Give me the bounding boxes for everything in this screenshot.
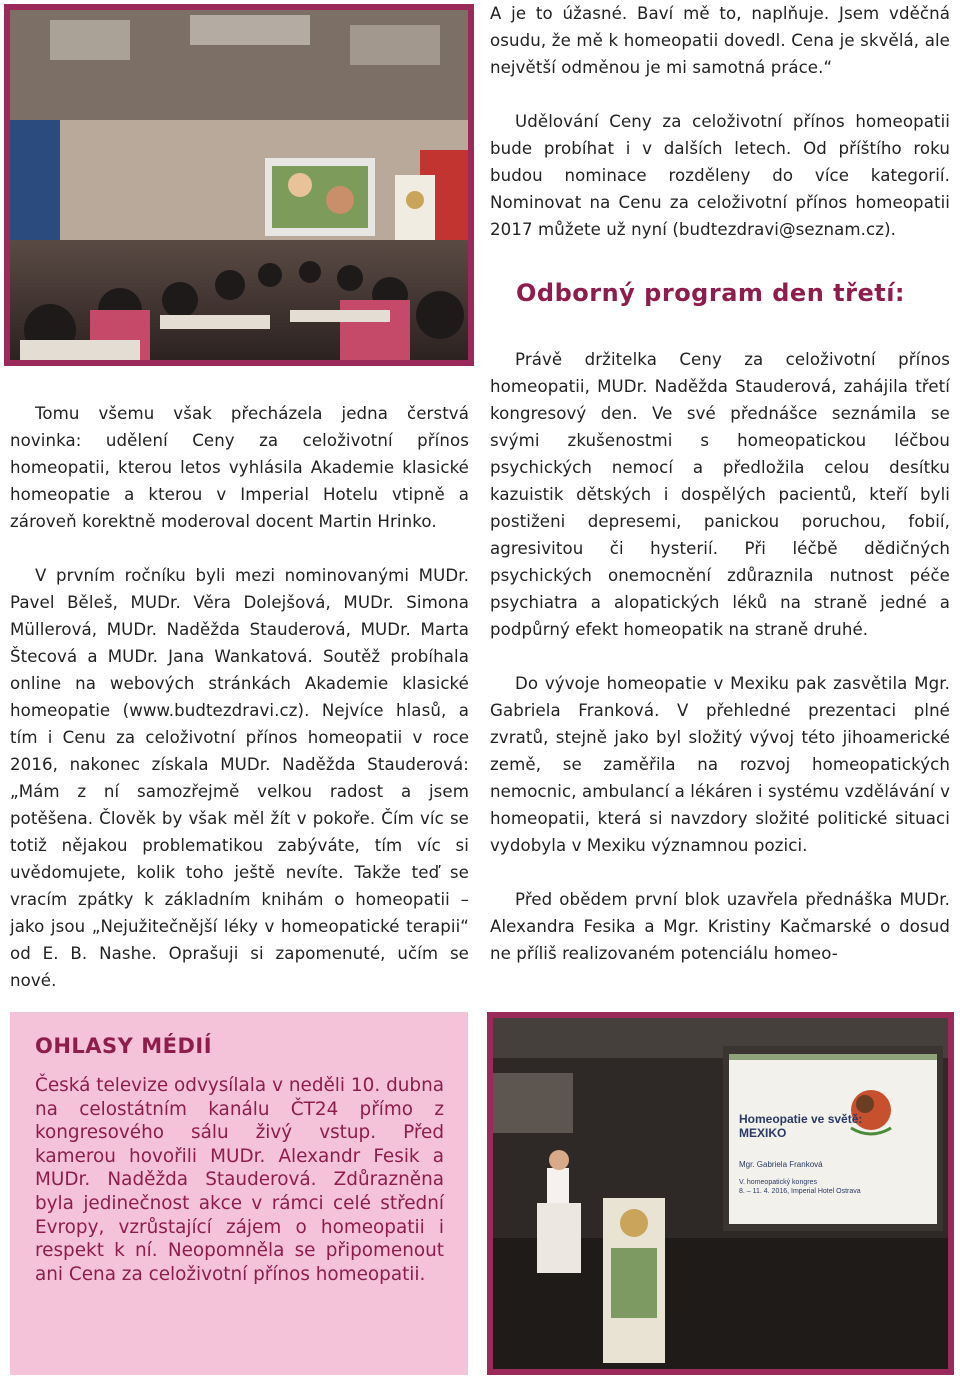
left-column <box>10 400 469 994</box>
conference-hall-photo <box>4 4 474 366</box>
conference-hall-illustration <box>10 10 468 360</box>
section-heading: Odborný program den třetí: <box>516 279 906 307</box>
quote-paragraph: A je to úžasné. Baví mě to, naplňuje. Jsem vděčná osudu, že mě k homeopatii dovedl. Cena je skvělá, ale největší odměnou je mi samotná práce.“ <box>490 4 950 77</box>
right-paragraph-3: Před obědem první blok uzavřela přednáška MUDr. Alexandra Fesika a Mgr. Kristiny Kačmarské o dosud ne příliš realizovaném potenciálu homeo- <box>490 890 950 963</box>
slide-title-line1: Homeopatie ve světě: <box>739 1112 863 1126</box>
slide-event <box>739 1178 861 1196</box>
right-paragraph-2: Do vývoje homeopatie v Mexiku pak zasvětila Mgr. Gabriela Franková. V přehledné prezentaci plné zvratů, stejně jako byl složitý vývoj této jihoamerické země, se zaměřila na rozvoj homeopatických nemocnic, ambulancí a lékáren i systému vzdělávání v homeopatii, která si navzdory složité politické situaci vydobyla v Mexiku významnou pozici. <box>490 674 950 855</box>
media-box-text: Česká televize odvysílala v neděli 10. dubna na celostátním kanálu ČT24 přímo z kongresového sálu živý vstup. Před kamerou hovořili MUDr. Alexandr Fesik a MUDr. Naděžda Stauderová. Zdůrazněna byla jedinečnost akce v rámci celé střední Evropy, vzrůstající zájem o homeopatii i respekt k ní. Neopomněla se připomenout ani Cena za celoživotní přínos homeopatii. <box>35 1075 444 1285</box>
left-paragraph-1: Tomu všemu však přecházela jedna čerstvá novinka: udělení Ceny za celoživotní přínos homeopatii, kterou letos vyhlásila Akademie klasické homeopatie a kterou v Imperial Hotelu vtipně a zároveň korektně moderoval docent Martin Hrinko. <box>10 404 469 531</box>
award-paragraph: Udělování Ceny za celoživotní přínos homeopatii bude probíhat i v dalších letech. Od příštího roku budou nominace rozděleny do více kategorií. Nominovat na Cenu za celoživotní přínos homeopatii 2017 můžete už nyní (budtezdravi@seznam.cz). <box>490 112 950 239</box>
top-right-text <box>490 0 950 243</box>
slide-title-line2: MEXIKO <box>739 1126 787 1140</box>
right-paragraph-1: Právě držitelka Ceny za celoživotní přínos homeopatii, MUDr. Naděžda Stauderová, zahájila třetí kongresový den. Ve své přednášce seznámila se svými zkušenostmi s homeopatickou léčbou psychických nemocí a předložila celou desítku kazuistik dětských i dospělých pacientů, kteří byli postiženi depresemi, panickou poruchou, fobií, agresivitou či hysterií. Při léčbě dědičných psychických onemocnění zdůraznila nutnost péče psychiatra a alopatických léků na straně jedné a podpůrný efekt homeopatik na straně druhé. <box>490 350 950 639</box>
slide-event-line2: 8. – 11. 4. 2016, Imperial Hotel Ostrava <box>739 1188 861 1195</box>
media-box <box>10 1012 468 1375</box>
slide-author: Mgr. Gabriela Franková <box>739 1160 823 1169</box>
media-box-title: OHLASY MÉDIÍ <box>35 1034 213 1058</box>
slide-title <box>739 1112 869 1140</box>
right-column <box>490 346 950 967</box>
slide-event-line1: V. homeopatický kongres <box>739 1179 817 1186</box>
lecture-photo <box>487 1012 954 1375</box>
lecture-illustration <box>493 1018 948 1369</box>
left-paragraph-2: V prvním ročníku byli mezi nominovanými MUDr. Pavel Běleš, MUDr. Věra Dolejšová, MUDr. Simona Müllerová, MUDr. Naděžda Stauderová, MUDr. Marta Štecová a MUDr. Jana Wankatová. Soutěž probíhala online na webových stránkách Akademie klasické homeopatie (www.budtezdravi.cz). Nejvíce hlasů, a tím i Cenu za celoživotní přínos homeopatii v roce 2016, nakonec získala MUDr. Naděžda Stauderová: „Mám z ní samozřejmě velkou radost a jsem potěšena. Člověk by však měl žít v pokoře. Čím víc se totiž nějakou problematikou zabýváte, tím víc si uvědomujete, kolik toho ještě nevíte. Takže teď se vracím zpátky k základním knihám o homeopatii – jako jsou „Nejužitečnější léky v homeopatické terapii“ od E. B. Nashe. Oprašuji si zapomenuté, učím se nové. <box>10 566 469 990</box>
